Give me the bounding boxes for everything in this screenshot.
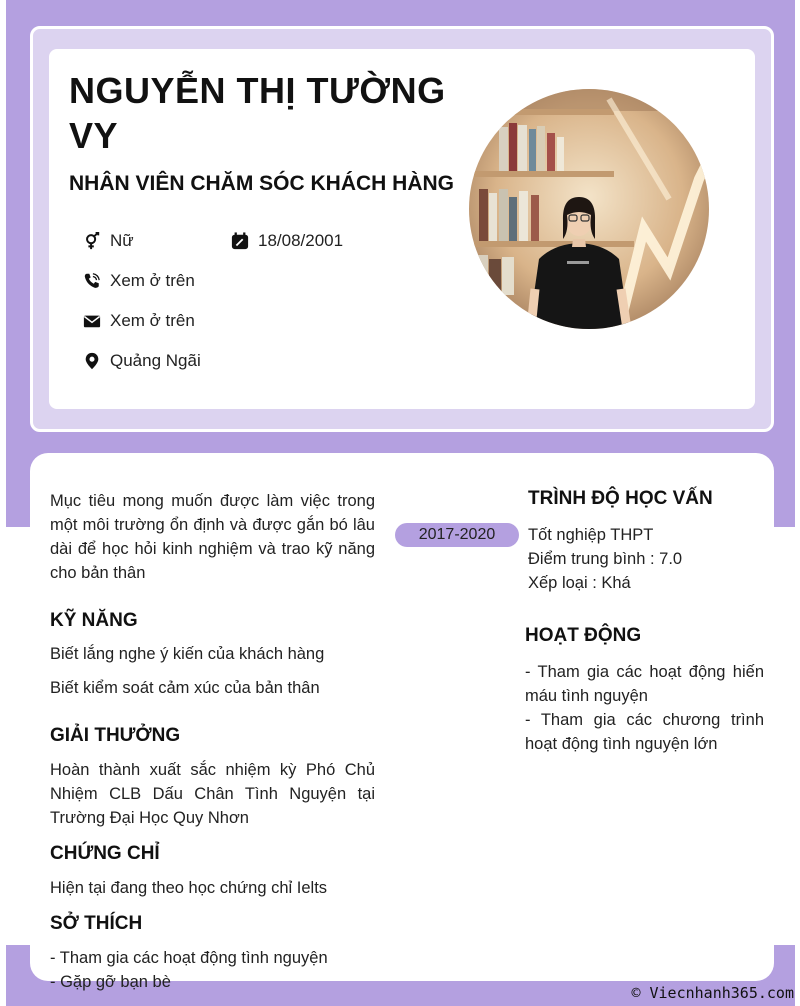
skills-title: KỸ NĂNG: [50, 610, 138, 631]
birthday-value: 18/08/2001: [258, 231, 344, 250]
phone-row: [82, 271, 195, 291]
email-value: Xem ở trên: [110, 311, 195, 330]
activity-item: - Tham gia các chương trình hoạt động tình nguyện lớn: [525, 711, 764, 753]
education-title: TRÌNH ĐỘ HỌC VẤN: [528, 488, 713, 509]
hobby-item: - Gặp gỡ bạn bè: [50, 973, 171, 991]
profile-photo: [469, 89, 709, 329]
hobby-item: - Tham gia các hoạt động tình nguyện: [50, 949, 328, 967]
awards-text: Hoàn thành xuất sắc nhiệm kỳ Phó Chủ Nhiệm CLB Dấu Chân Tình Nguyện tại Trường Đại Học Quy Nhơn: [50, 761, 375, 827]
job-title: NHÂN VIÊN CHĂM SÓC KHÁCH HÀNG: [69, 172, 455, 195]
left-column: [50, 489, 375, 994]
activities-section: [525, 624, 764, 756]
gender-value: Nữ: [110, 231, 134, 250]
skill-item: Biết lắng nghe ý kiến của khách hàng: [50, 645, 325, 663]
career-objective: Mục tiêu mong muốn được làm việc trong một môi trường ổn định và được gắn bó lâu dài để học hỏi kinh nghiệm và trao kỹ năng cho bản thân: [50, 492, 375, 582]
phone-value: Xem ở trên: [110, 271, 195, 290]
phone-icon: [82, 271, 102, 291]
gender-row: [82, 231, 134, 251]
education-period-badge: 2017-2020: [395, 523, 519, 547]
skill-item: Biết kiểm soát cảm xúc của bản thân: [50, 679, 320, 697]
activities-title: HOẠT ĐỘNG: [525, 625, 642, 646]
address-value: Quảng Ngãi: [110, 351, 201, 370]
email-icon: [82, 311, 102, 331]
watermark: © Viecnhanh365.com: [631, 984, 794, 1002]
calendar-icon: [230, 231, 250, 251]
education-section: [528, 487, 768, 595]
awards-title: GIẢI THƯỞNG: [50, 725, 181, 746]
education-line: Xếp loại : Khá: [528, 574, 631, 592]
education-line: Tốt nghiệp THPT: [528, 526, 654, 544]
birthday-row: [230, 231, 343, 251]
candidate-name: NGUYỄN THỊ TƯỜNG VY: [69, 70, 446, 156]
education-line: Điểm trung bình : 7.0: [528, 550, 683, 568]
certificates-text: Hiện tại đang theo học chứng chỉ Ielts: [50, 879, 328, 897]
location-icon: [82, 351, 102, 371]
gender-icon: [82, 231, 102, 251]
email-row: [82, 311, 195, 331]
certificates-title: CHỨNG CHỈ: [50, 843, 160, 864]
activity-item: - Tham gia các hoạt động hiến máu tình nguyện: [525, 663, 764, 705]
hobbies-title: SỞ THÍCH: [50, 913, 143, 934]
address-row: [82, 351, 201, 371]
